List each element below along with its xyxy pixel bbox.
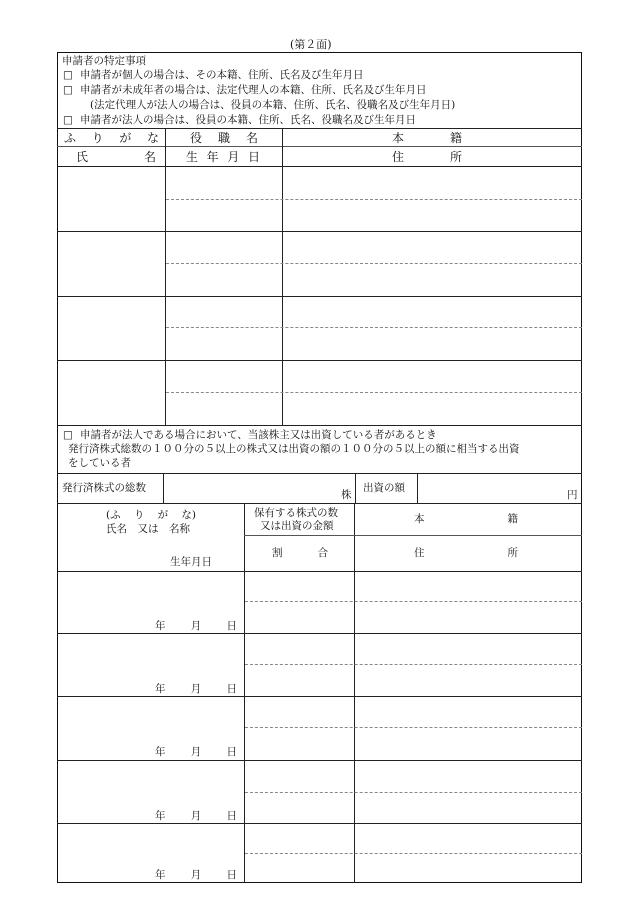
rule: [57, 425, 582, 426]
birth-date-row: 年 月 日: [155, 869, 237, 881]
rule: [244, 503, 245, 883]
rule: [245, 664, 582, 665]
rule: [57, 473, 582, 474]
section1-item-corporation: 申請者が法人の場合は、役員の本籍、住所、氏名、役職名及び生年月日: [80, 114, 416, 126]
section2-line3: をしている者: [68, 457, 131, 469]
honseki-header-2: 本 籍: [414, 513, 518, 525]
rule: [57, 503, 582, 504]
checkbox-icon[interactable]: □: [63, 429, 73, 441]
ratio-header: 割 合: [272, 547, 328, 559]
rule: [57, 166, 582, 167]
furigana-header: ふ り が な: [64, 131, 159, 145]
holdings-header-line2: 又は出資の金額: [260, 520, 334, 532]
honseki-header: 本 籍: [392, 131, 462, 145]
jusho-header-2: 住 所: [414, 547, 518, 559]
section1-item-minor-note: (法定代理人が法人の場合は、役員の本籍、住所、氏名、役職名及び生年月日): [90, 99, 456, 111]
birth-date-row: 年 月 日: [155, 810, 237, 822]
rule: [57, 696, 582, 697]
rule: [245, 792, 582, 793]
shares-unit: 株: [341, 489, 352, 501]
rule: [57, 760, 582, 761]
yakushoku-header: 役 職 名: [190, 131, 258, 145]
rule: [417, 473, 418, 503]
investment-label: 出資の額: [363, 482, 405, 494]
rule: [166, 392, 582, 393]
rule: [166, 199, 582, 200]
section2-line1: 申請者が法人である場合において、当該株主又は出資している者があるとき: [80, 429, 437, 441]
section1-item-minor: 申請者が未成年者の場合は、法定代理人の本籍、住所、氏名及び生年月日: [80, 84, 427, 96]
rule: [166, 263, 582, 264]
jusho-header: 住 所: [392, 150, 462, 164]
rule: [57, 146, 582, 147]
shimei-header: 氏 名: [76, 150, 156, 164]
birth-date-row: 年 月 日: [155, 620, 237, 632]
rule: [245, 601, 582, 602]
section1-heading: 申請者の特定事項: [62, 55, 146, 67]
checkbox-icon[interactable]: □: [63, 84, 73, 96]
rule: [57, 360, 582, 361]
form-frame: [57, 52, 582, 883]
rule: [163, 473, 164, 503]
name-furigana-header: (ふ り が な): [106, 509, 196, 521]
checkbox-icon[interactable]: □: [63, 69, 73, 81]
yen-unit: 円: [567, 489, 578, 501]
rule: [166, 327, 582, 328]
total-shares-label: 発行済株式の総数: [62, 482, 146, 494]
rule: [245, 853, 582, 854]
rule: [57, 231, 582, 232]
rule: [245, 727, 582, 728]
birth-date-row: 年 月 日: [155, 683, 237, 695]
checkbox-icon[interactable]: □: [63, 114, 73, 126]
rule: [165, 128, 166, 425]
rule: [355, 473, 356, 503]
birthdate-header: 生 年 月 日: [186, 150, 260, 164]
rule: [57, 296, 582, 297]
birth-header: 生年月日: [170, 556, 212, 568]
holdings-header-line1: 保有する株式の数: [254, 507, 338, 519]
rule: [57, 823, 582, 824]
section1-item-individual: 申請者が個人の場合は、その本籍、住所、氏名及び生年月日: [80, 69, 364, 81]
rule: [57, 128, 582, 129]
section2-line2: 発行済株式総数の１００分の５以上の株式又は出資の額の１００分の５以上の額に相当する出資: [68, 443, 520, 455]
rule: [57, 571, 582, 572]
rule: [57, 633, 582, 634]
rule: [282, 128, 283, 425]
page-label: (第２面): [290, 38, 332, 51]
birth-date-row: 年 月 日: [155, 746, 237, 758]
rule: [244, 535, 582, 536]
name-header: 氏名 又は 名称: [106, 523, 190, 535]
rule: [354, 503, 355, 883]
